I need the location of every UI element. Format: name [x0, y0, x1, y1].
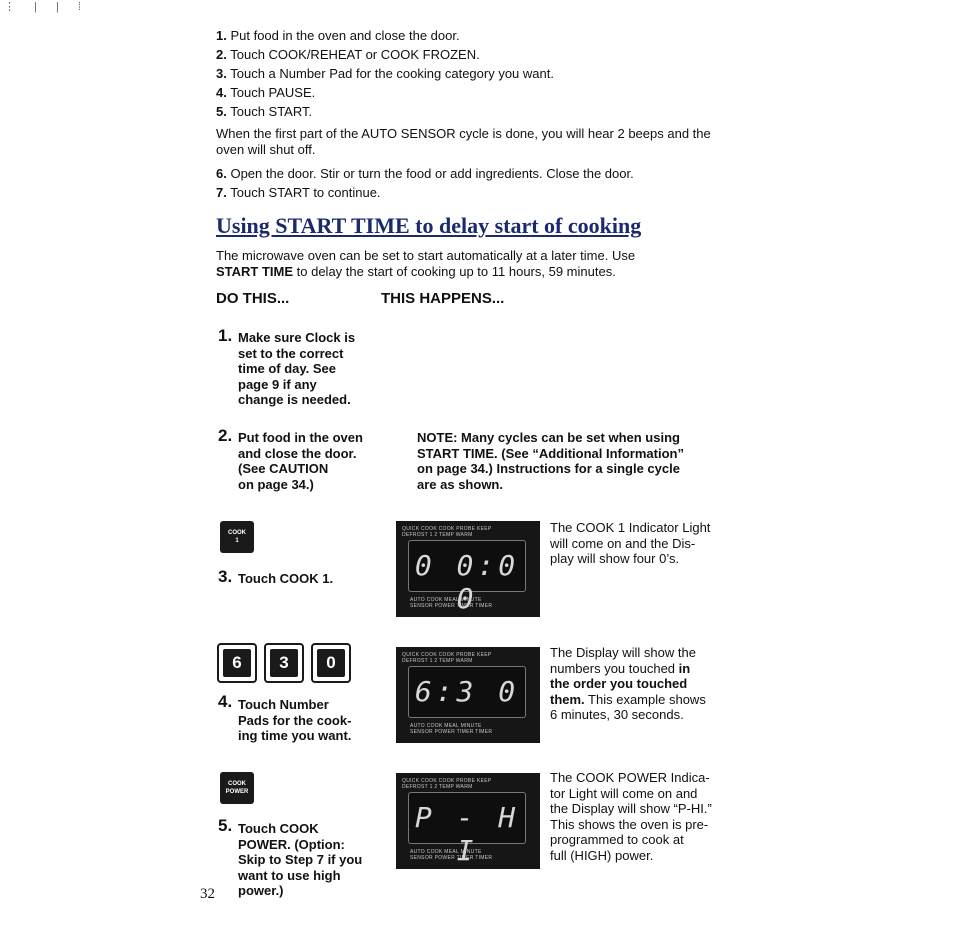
- corner-marks: ⋮ | | ⁞: [4, 1, 89, 13]
- intro-paragraph: The microwave oven can be set to start automatically at a later time. Use START TIME to delay the start of cooking up to 11 hours, 59 minutes.: [216, 248, 636, 279]
- display-readout: P - H I: [414, 801, 520, 867]
- oven-display: QUICK COOK COOK PROBE KEEP DEFROST 1 2 TEMP WARM 0 0:0 0 AUTO COOK MEAL MINUTE SENSOR POWER TIMER TIMER: [396, 521, 540, 617]
- page-number: 32: [200, 886, 215, 902]
- step-3-description: The COOK 1 Indicator Light will come on and the Dis- play will show four 0’s.: [550, 520, 711, 566]
- step-2-text: Put food in the oven and close the door. (See CAUTION on page 34.): [238, 430, 363, 492]
- list-item: 2. Touch COOK/REHEAT or COOK FROZEN.: [216, 47, 480, 62]
- step-5-description: The COOK POWER Indica- tor Light will come on and the Display will show “P-HI.” This shows the oven is pre- programmed to cook at full (HIGH) power.: [550, 770, 712, 863]
- number-pad-3[interactable]: 3: [264, 643, 304, 683]
- step-4-text: Touch Number Pads for the cook- ing time you want.: [238, 697, 352, 743]
- step-number: 3.: [218, 567, 233, 586]
- display-readout: 0 0:0 0: [414, 549, 520, 615]
- note-text: NOTE: Many cycles can be set when using START TIME. (See “Additional Information” on page 34.) Instructions for a single cycle are as shown.: [417, 430, 684, 492]
- interlude-paragraph: When the first part of the AUTO SENSOR cycle is done, you will hear 2 beeps and the oven will shut off.: [216, 126, 711, 157]
- step-number: 4.: [218, 692, 233, 711]
- oven-display: QUICK COOK COOK PROBE KEEP DEFROST 1 2 TEMP WARM 6:3 0 AUTO COOK MEAL MINUTE SENSOR POWER TIMER TIMER: [396, 647, 540, 743]
- step-number: 1.: [218, 326, 233, 345]
- cook-1-key[interactable]: COOK 1: [220, 521, 254, 553]
- list-item: 5. Touch START.: [216, 104, 313, 119]
- section-title: Using START TIME to delay start of cooking: [216, 213, 642, 238]
- step-1-text: Make sure Clock is set to the correct time of day. See page 9 if any change is needed.: [238, 330, 356, 407]
- column-header-happens: THIS HAPPENS...: [381, 290, 505, 307]
- column-header-do: DO THIS...: [216, 290, 290, 307]
- number-pad-6[interactable]: 6: [217, 643, 257, 683]
- step-number: 5.: [218, 816, 233, 835]
- display-readout: 6:3 0: [414, 675, 520, 708]
- list-item: 7. Touch START to continue.: [216, 185, 381, 200]
- step-5-text: Touch COOK POWER. (Option: Skip to Step 7 if you want to use high power.): [238, 821, 363, 898]
- list-item: 1. Put food in the oven and close the door.: [216, 28, 460, 43]
- cook-power-key[interactable]: COOK POWER: [220, 772, 254, 804]
- oven-display: QUICK COOK COOK PROBE KEEP DEFROST 1 2 TEMP WARM P - H I AUTO COOK MEAL MINUTE SENSOR POWER TIMER TIMER: [396, 773, 540, 869]
- list-item: 4. Touch PAUSE.: [216, 85, 316, 100]
- number-pad-0[interactable]: 0: [311, 643, 351, 683]
- step-3-text: Touch COOK 1.: [238, 571, 334, 586]
- list-item: 3. Touch a Number Pad for the cooking category you want.: [216, 66, 554, 81]
- steps-list-b: [216, 164, 634, 202]
- list-item: 6. Open the door. Stir or turn the food or add ingredients. Close the door.: [216, 166, 634, 181]
- step-4-description: The Display will show the numbers you touched in the order you touched them. This example shows 6 minutes, 30 seconds.: [550, 645, 706, 722]
- step-number: 2.: [218, 426, 233, 445]
- steps-list-a: [216, 26, 554, 121]
